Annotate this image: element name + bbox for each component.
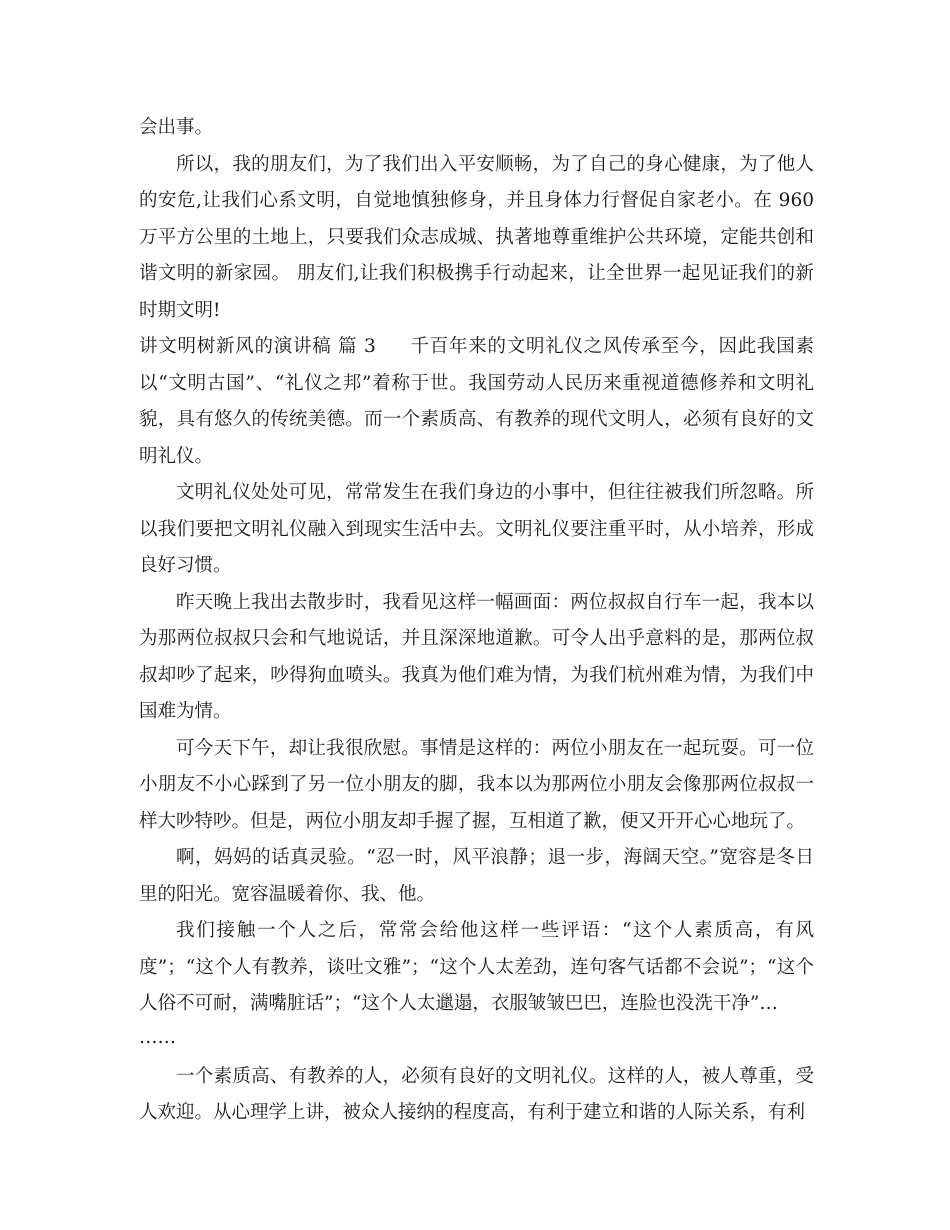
section-intro-text: 千百年来的文明礼仪之风传承至今，因此我国素以“文明古国”、“礼仪之邦”着称于世。我国劳动人民历来重视道德修养和文明礼貌，具有悠久的传统美德。而一个素质高、有教养的现代文明人，必须有良好的文明礼仪。 [139, 336, 814, 467]
document-body [139, 110, 814, 1132]
ellipsis-line: …… [139, 1026, 176, 1048]
section-heading: 讲文明树新风的演讲稿 篇 3 [139, 336, 376, 357]
paragraph-body-5: 我们接触一个人之后，常常会给他这样一些评语：“这个人素质高，有风度”；“这个人有教养，谈吐文雅”；“这个人太差劲，连句客气话都不会说”；“这个人俗不可耐，满嘴脏话”；“这个人太邋遢，衣服皱皱巴巴，连脸也没洗干净”… [139, 920, 814, 1014]
paragraph-closing-appeal: 所以，我的朋友们，为了我们出入平安顺畅，为了自己的身心健康，为了他人的安危,让我们心系文明，自觉地慎独修身，并且身体力行督促自家老小。在 960 万平方公里的土地上，只要我们众志成城、执著地尊重维护公共环境，定能共创和谐文明的新家园。 朋友们,让我们积极携手行动起来，让全世界一起见证我们的新时期文明! [139, 153, 814, 321]
paragraph-body-2: 昨天晚上我出去散步时，我看见这样一幅画面：两位叔叔自行车一起，我本以为那两位叔叔只会和气地说话，并且深深地道歉。可令人出乎意料的是，那两位叔叔却吵了起来，吵得狗血喷头。我真为他们难为情，为我们杭州难为情，为我们中国难为情。 [139, 591, 814, 722]
paragraph-continuation: 会出事。 [139, 117, 214, 138]
section-3-opening [139, 329, 814, 475]
paragraph-body-4: 啊，妈妈的话真灵验。“忍一时，风平浪静；退一步，海阔天空。”宽容是冬日里的阳光。宽容温暖着你、我、他。 [139, 847, 814, 905]
paragraph-body-3: 可今天下午，却让我很欣慰。事情是这样的：两位小朋友在一起玩耍。可一位小朋友不小心踩到了另一位小朋友的脚，我本以为那两位小朋友会像那两位叔叔一样大吵特吵。但是，两位小朋友却手握了握，互相道了歉，便又开开心心地玩了。 [139, 737, 814, 832]
paragraph-body-1: 文明礼仪处处可见，常常发生在我们身边的小事中，但往往被我们所忽略。所以我们要把文明礼仪融入到现实生活中去。文明礼仪要注重平时，从小培养，形成良好习惯。 [139, 482, 814, 576]
paragraph-final: 一个素质高、有教养的人，必须有良好的文明礼仪。这样的人，被人尊重，受人欢迎。从心理学上讲，被众人接纳的程度高，有利于建立和谐的人际关系，有利 [139, 1065, 814, 1123]
